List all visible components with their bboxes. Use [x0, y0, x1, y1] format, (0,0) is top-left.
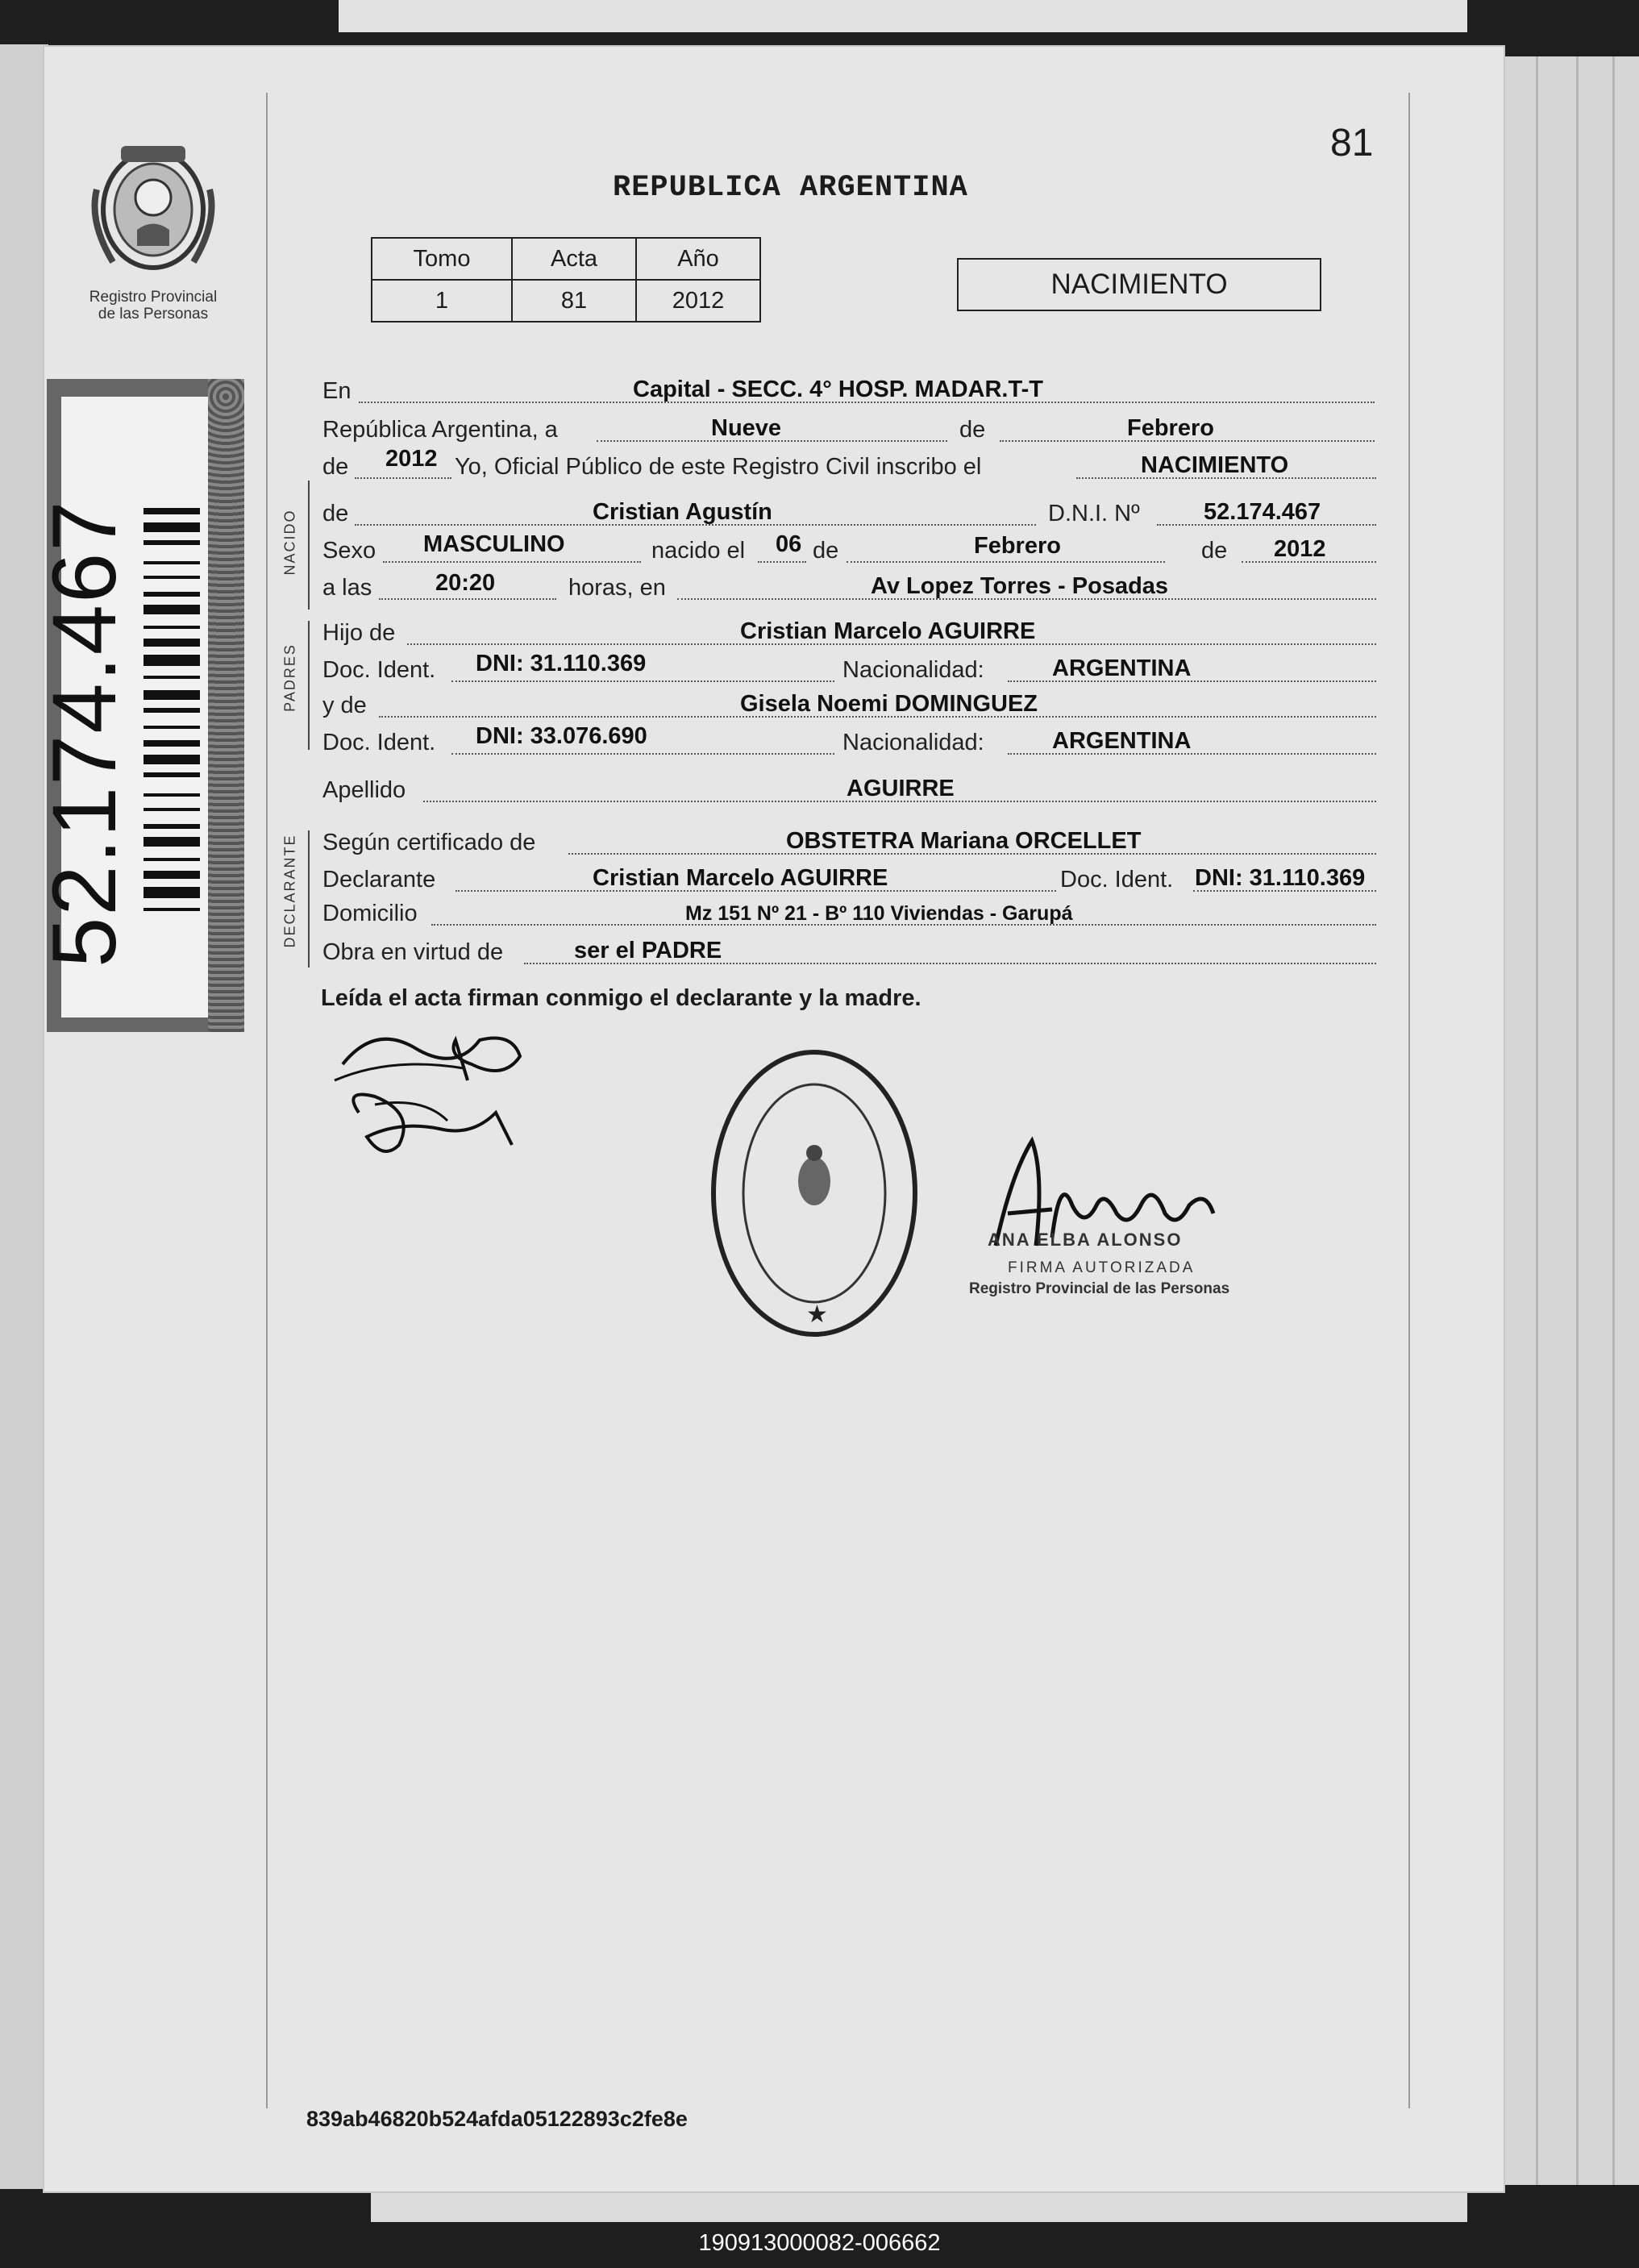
domicilio-label: Domicilio: [322, 901, 418, 926]
section-nacido: NACIDO: [281, 509, 298, 576]
declarante-doc: DNI: 31.110.369: [1195, 865, 1366, 891]
a-las-label: a las: [322, 575, 372, 601]
official-title: FIRMA AUTORIZADA: [1008, 1259, 1196, 1276]
birth-year: 2012: [1274, 536, 1326, 562]
reference-header-row: [372, 238, 760, 280]
page-number: 81: [1330, 122, 1374, 164]
bottom-page-strip: [371, 2191, 1467, 2222]
mother-name: Gisela Noemi DOMINGUEZ: [740, 691, 1038, 717]
declarante-bracket: [308, 830, 310, 968]
sticker-number: 52.174.467: [34, 499, 135, 968]
section-padres: PADRES: [281, 643, 298, 712]
apellido-value: AGUIRRE: [847, 776, 955, 801]
nacido-label: nacido el: [651, 538, 746, 564]
line-mother: [322, 687, 1639, 724]
en-label: En: [322, 378, 352, 404]
line-domicilio: [322, 895, 1639, 932]
registry-label-line1: Registro Provincial: [89, 289, 218, 306]
line-officer: [322, 448, 1639, 485]
line-date: [322, 411, 1639, 448]
closing-text: Leída el acta firman conmigo el declarante y la madre.: [321, 985, 921, 1011]
declarante-value: Cristian Marcelo AGUIRRE: [593, 865, 888, 891]
line-apellido: [322, 772, 1639, 809]
child-name: Cristian Agustín: [593, 499, 772, 525]
birth-de-label-2: de: [1201, 538, 1228, 564]
registry-label: [64, 289, 242, 323]
certificado-label: Según certificado de: [322, 830, 536, 855]
de-label: de: [959, 417, 986, 443]
top-page-strip: [339, 0, 1467, 32]
en-value: Capital - SECC. 4° HOSP. MADAR.T-T: [633, 377, 1043, 402]
line-father-doc: [322, 651, 1639, 689]
value-ano: 2012: [636, 280, 760, 322]
officer-text: Yo, Oficial Público de este Registro Civil inscribo el: [455, 454, 982, 480]
line-time-place: [322, 569, 1639, 606]
registry-seal: [701, 1040, 927, 1346]
padres-bracket: [308, 621, 310, 750]
horas-label: horas, en: [568, 575, 666, 601]
sexo-value: MASCULINO: [423, 531, 565, 557]
line-father: [322, 614, 1639, 651]
father-nat: ARGENTINA: [1052, 655, 1192, 681]
event-value: NACIMIENTO: [1141, 452, 1289, 478]
value-tomo: 1: [372, 280, 512, 322]
misiones-emblem-icon: [81, 141, 226, 282]
obra-label: Obra en virtud de: [322, 939, 504, 965]
certificado-value: OBSTETRA Mariana ORCELLET: [786, 828, 1142, 854]
father-doc-label: Doc. Ident.: [322, 657, 436, 683]
reference-table: [371, 237, 761, 323]
declarante-doc-label: Doc. Ident.: [1060, 867, 1174, 893]
line-en: [322, 372, 1639, 410]
month-value: Febrero: [1127, 415, 1214, 441]
birth-month: Febrero: [974, 533, 1061, 559]
section-declarante: DECLARANTE: [281, 834, 298, 948]
year-value: 2012: [385, 446, 438, 472]
birth-de-label: de: [813, 538, 839, 564]
obra-value: ser el PADRE: [574, 938, 722, 963]
domicilio-value: Mz 151 Nº 21 - Bº 110 Viviendas - Garupá: [685, 902, 1073, 925]
declarante-label: Declarante: [322, 867, 436, 893]
child-dni: 52.174.467: [1204, 499, 1321, 525]
reference-value-row: [372, 280, 760, 322]
sexo-label: Sexo: [322, 538, 376, 564]
official-registry: Registro Provincial de las Personas: [969, 1280, 1230, 1297]
mother-nat-label: Nacionalidad:: [842, 730, 984, 755]
mother-nat: ARGENTINA: [1052, 728, 1192, 754]
header-ano: Año: [636, 238, 760, 280]
declarant-signature: [327, 1008, 536, 1169]
yde-label: y de: [322, 693, 367, 718]
line-declarante: [322, 861, 1639, 898]
page-title: REPUBLICA ARGENTINA: [613, 171, 968, 205]
hour-value: 20:20: [435, 570, 496, 596]
mother-doc-label: Doc. Ident.: [322, 730, 436, 755]
year-prefix: de: [322, 454, 349, 480]
republica-label: República Argentina, a: [322, 417, 558, 443]
record-type-box: NACIMIENTO: [957, 258, 1321, 311]
nombre-label: de: [322, 501, 349, 526]
father-nat-label: Nacionalidad:: [842, 657, 984, 683]
line-sex-birth: [322, 532, 1639, 569]
day-value: Nueve: [711, 415, 782, 441]
birth-place: Av Lopez Torres - Posadas: [871, 573, 1169, 599]
dni-label: D.N.I. Nº: [1048, 501, 1140, 526]
registry-label-line2: de las Personas: [98, 306, 209, 323]
value-acta: 81: [512, 280, 636, 322]
image-id: 190913000082-006662: [698, 2230, 941, 2256]
line-obra: [322, 934, 1639, 971]
line-name: [322, 495, 1639, 532]
father-name: Cristian Marcelo AGUIRRE: [740, 618, 1036, 644]
nacido-bracket: [308, 481, 310, 610]
birth-day: 06: [776, 531, 802, 557]
official-name: ANA ELBA ALONSO: [988, 1230, 1183, 1250]
header-tomo: Tomo: [372, 238, 512, 280]
header-acta: Acta: [512, 238, 636, 280]
mother-doc: DNI: 33.076.690: [476, 723, 647, 749]
svg-text:★: ★: [806, 1300, 828, 1329]
line-certificado: [322, 824, 1639, 861]
apellido-label: Apellido: [322, 777, 406, 803]
line-mother-doc: [322, 724, 1639, 761]
barcode-icon: [144, 508, 200, 919]
hijo-label: Hijo de: [322, 620, 396, 646]
hash-code: 839ab46820b524afda05122893c2fe8e: [306, 2107, 688, 2131]
father-doc: DNI: 31.110.369: [476, 651, 647, 676]
